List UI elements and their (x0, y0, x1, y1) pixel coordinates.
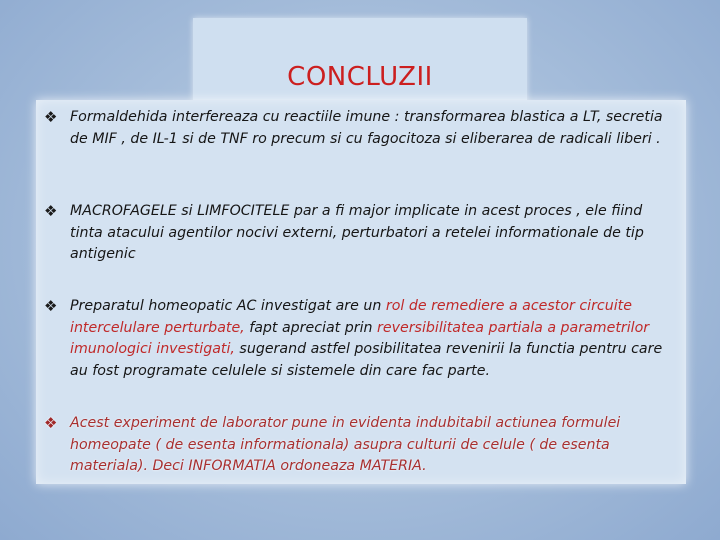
bullet-text-part: sugerand astfel posibilitatea revenirii la functia pentru care au fost programate celulele si sistemele din care fac parte. (70, 341, 663, 379)
bullet-text: Formaldehida interfereaza cu reactiile imune : transformarea blastica a LT, secretia de MIF , de IL-1 si de TNF ro precum si cu fagocitoza si eliberarea de radicali liberi . (70, 109, 663, 147)
bullet-text-part: Preparatul homeopatic AC investigat are un (70, 298, 386, 314)
bullet-text: MACROFAGELE si LIMFOCITELE par a fi major implicate in acest proces , ele fiind tinta atacului agentilor nocivi externi, perturbatori a retelei informationale de tip antigenic (70, 203, 644, 262)
highlight-text: reversibilitatea partiala a parametrilor imunologici investigati, (70, 319, 650, 357)
bullet-item (44, 296, 674, 382)
bullet-text-part: fapt apreciat prin (244, 319, 378, 336)
title-box (193, 18, 527, 104)
highlight-text: rol de remediere a acestor circuite intercelulare perturbate, (70, 298, 632, 336)
diamond-bullet-icon: ❖ (44, 202, 58, 220)
bullet-text: Acest experiment de laborator pune in evidenta indubitabil actiunea formulei homeopate ( de esenta informationala) asupra culturii de celule ( de esenta materiala). Deci INFORMATIA ordoneaza MATERIA. (70, 415, 621, 474)
bullet-item (44, 201, 674, 266)
bullet-item (44, 107, 674, 150)
diamond-bullet-icon: ❖ (44, 108, 58, 126)
content-box (36, 100, 686, 484)
bullet-item (44, 413, 674, 478)
bullet-text (70, 296, 674, 382)
slide-title: CONCLUZII (287, 62, 433, 92)
diamond-bullet-icon: ❖ (44, 414, 58, 432)
diamond-bullet-icon: ❖ (44, 297, 58, 315)
